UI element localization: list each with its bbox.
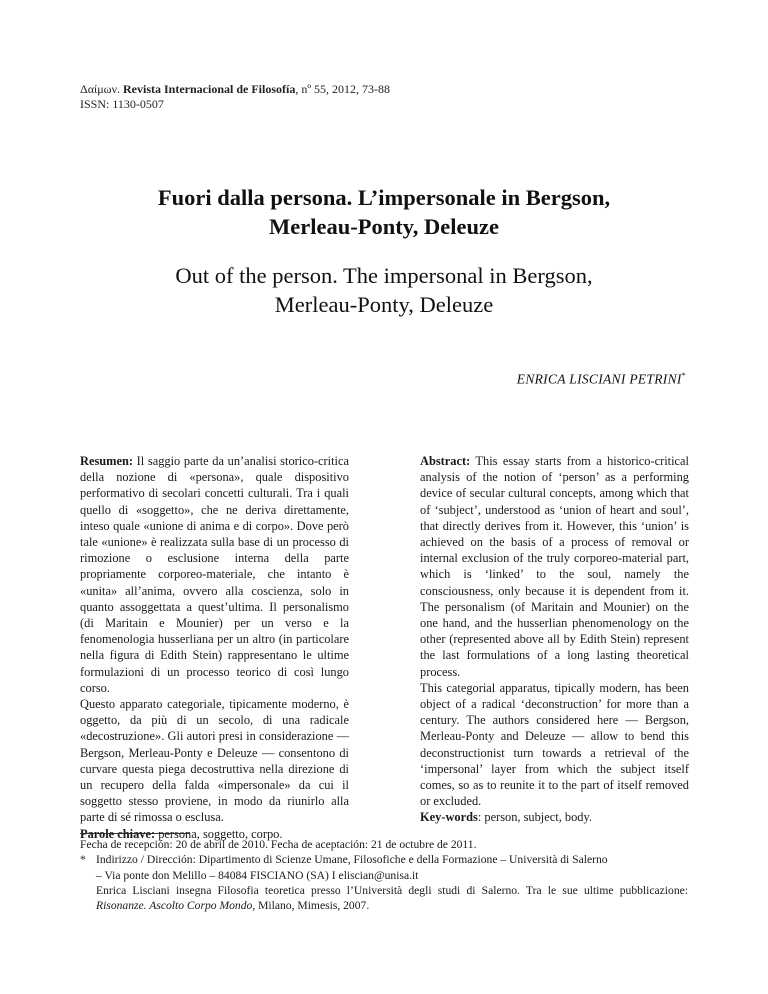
author-footnote-mark: * — [681, 371, 686, 380]
running-header — [80, 82, 390, 112]
issn: ISSN: 1130-0507 — [80, 97, 164, 111]
abstract-paragraph-2: This categorial apparatus, tipically modern, has been object of a radical ‘deconstruction’ for more than a century. The authors considered here — Bergson, Merleau-Ponty and Deleuze — allow to bend this deconstructionist turn towards a retrieval of the ‘impersonal’ layer from which the subject itself comes, so as to reunite it to the part of itself removed or excluded. — [420, 680, 689, 809]
abstract-text-1: This essay starts from a historico-critical analysis of the notion of ‘person’ as a performing device of secular cultural concepts, among which that of ‘subject’, understood as ‘union of heart and soul’, that directly derives from it. However, this ‘union’ is achieved on the basis of a process of removal or internal exclusion of the truly corporeo-material part, which is ‘linked’ to the soul, namely the consciousness, only because it is dependent from it. The personalism (of Maritain and Mounier) on the one hand, and the husserlian phenomenology on the other (represented above all by Edith Stein) represent the last formulations of a long lasting theoretical process. — [420, 454, 689, 679]
journal-name: Revista Internacional de Filosofía — [123, 82, 296, 96]
resumen-paragraph-1 — [80, 453, 349, 696]
footnotes — [80, 837, 688, 913]
abstract-keywords-text: : person, subject, body. — [477, 810, 592, 825]
footnote-author — [80, 852, 688, 913]
footnote-address-line-2 — [96, 868, 688, 883]
footnote-bio-prefix: Enrica Lisciani insegna Filosofia teoretica presso l’Università degli studi di Salerno. Tra le sue ultime pubblicazione: — [96, 883, 688, 897]
article-subtitle — [80, 261, 688, 319]
author-line — [517, 371, 686, 388]
resumen-text-1: Il saggio parte da un’analisi storico-critica della nozione di «persona», quale dispositivo performativo di secolari concetti culturali. Tra i quali quello di «soggetto», che ne deriva direttamente, inteso quale «unione di anima e di corpo». Dove però tale «unione» è realizzata sulla base di un processo di rimozione o esclusione interna della parte propriamente corporeo-materiale, che intanto è «unita» all’anima, ovvero alla coscienza, solo in quanto assoggettata a quest’ultima. Il personalismo (di Maritain e Mounier) per un verso e la fenomenologia husserliana per un altro (in particolare nella figura di Edith Stein) rappresentano le ultime formulazioni di un processo teorico di così lungo corso. — [80, 454, 349, 695]
resumen-label: Resumen: — [80, 454, 133, 468]
resumen-paragraph-2: Questo apparato categoriale, tipicamente moderno, è oggetto, da più di un secolo, di una radicale «decostruzione». Gli autori presi in considerazione — Bergson, Merleau-Ponty e Deleuze — consentono di curvare questa piega decostruttiva nella direzione di un recupero della falda «impersonale» da cui il soggetto stesso proviene, in modo da riunirlo alla parte di sé rimossa o esclusa. — [80, 697, 349, 825]
footnote-divider — [80, 833, 190, 834]
resumen-column — [80, 453, 349, 842]
footnote-bio — [96, 883, 688, 914]
author-name: ENRICA LISCIANI PETRINI — [516, 371, 682, 387]
footnote-address-text: – Via ponte don Melillo – 84084 FISCIANO (SA) I eliscian@unisa.it — [96, 868, 419, 882]
footnote-bio-suffix: , Milano, Mimesis, 2007. — [252, 899, 370, 913]
resumen-keywords-label: Parole chiave: — [80, 826, 156, 841]
title-line-2: Merleau-Ponty, Deleuze — [269, 214, 499, 239]
abstract-label: Abstract: — [420, 454, 471, 468]
subtitle-line-2: Merleau-Ponty, Deleuze — [274, 292, 494, 317]
subtitle-line-1: Out of the person. The impersonal in Bergson, — [175, 263, 593, 288]
footnote-dates: Fecha de recepción: 20 de abril de 2010. Fecha de aceptación: 21 de octubre de 2011. — [80, 838, 477, 851]
abstract-keywords — [420, 809, 689, 825]
abstract-paragraph-1 — [420, 453, 689, 680]
article-title — [80, 183, 688, 241]
footnote-body — [96, 852, 688, 913]
resumen-keywords-text: persona, soggetto, corpo. — [155, 826, 283, 841]
footnote-mark: * — [80, 853, 86, 867]
abstract-keywords-label: Key-words — [420, 810, 478, 825]
journal-greek-name: Δαίμων. — [80, 82, 120, 96]
title-line-1: Fuori dalla persona. L’impersonale in Bergson, — [157, 185, 611, 210]
footnote-bio-book: Risonanze. Ascolto Corpo Mondo — [96, 899, 253, 913]
issue-info: , nº 55, 2012, 73-88 — [295, 82, 391, 96]
journal-citation — [80, 82, 390, 97]
abstract-column — [420, 453, 689, 826]
footnote-address-line-1: Indirizzo / Dirección: Dipartimento di Scienze Umane, Filosofiche e della Formazione – Università di Salerno — [96, 853, 608, 867]
